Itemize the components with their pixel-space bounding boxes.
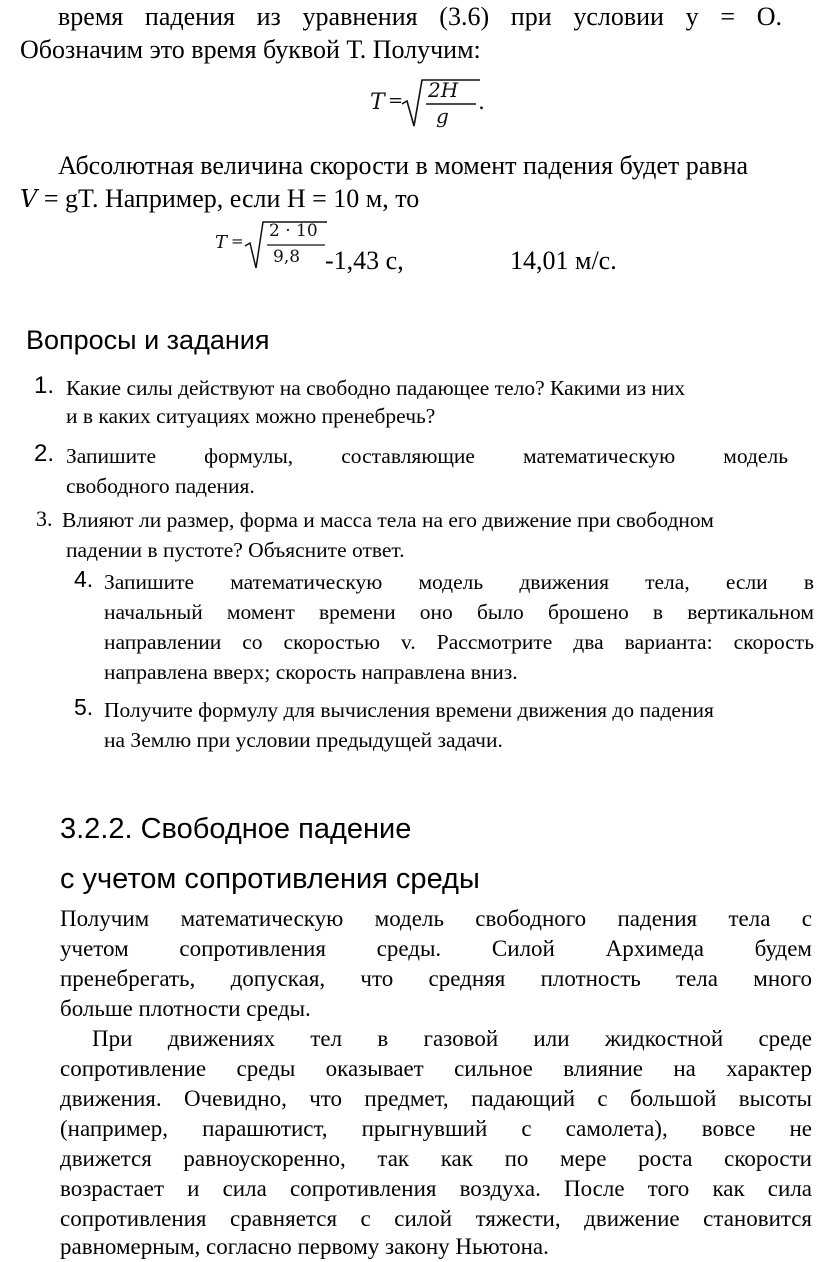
question-line: Получите формулу для вычисления времени движения до падения	[104, 698, 714, 722]
formula-example	[215, 218, 325, 274]
paragraph-line: сопротивление среды оказывает сильное влияние на характер	[60, 1056, 812, 1081]
paragraph-line: пренебрегать, допуская, что средняя плотность тела много	[60, 966, 812, 991]
formula-time-eq: =	[388, 90, 404, 111]
result-velocity: 14,01 м/с.	[510, 246, 617, 275]
velocity-line-1: Абсолютная величина скорости в момент падения будет равна	[58, 151, 749, 180]
formula-example-denominator: 9,8	[273, 247, 301, 267]
question-number: 3.	[36, 506, 53, 531]
question-line: падении в пустоте? Объясните ответ.	[66, 538, 405, 562]
formula-time-numerator: 2H	[428, 78, 459, 102]
section-title-line-1: 3.2.2. Свободное падение	[60, 813, 412, 845]
paragraph-line: учетом сопротивления среды. Силой Архимеда будем	[60, 936, 812, 961]
questions-heading: Вопросы и задания	[26, 325, 270, 355]
paragraph-line: сопротивления сравняется с силой тяжести, движение становится	[60, 1206, 812, 1231]
formula-time-denominator: g	[436, 104, 449, 128]
velocity-line-2: V = gT. Например, если H = 10 м, то	[20, 184, 420, 213]
question-number: 4.	[74, 566, 94, 592]
question-number: 1.	[34, 372, 55, 399]
question-number: 2.	[34, 440, 55, 467]
question-number: 5.	[74, 694, 94, 720]
formula-example-numerator: 2 · 10	[269, 221, 318, 241]
paragraph-line: Получим математическую модель свободного падения тела с	[60, 906, 812, 931]
paragraph-line: возрастает и сила сопротивления воздуха. После того как сила	[60, 1176, 812, 1201]
formula-time-dot: .	[478, 90, 485, 115]
paragraph-line: равномерным, согласно первому закону Ньютона.	[60, 1234, 549, 1259]
question-line: и в каких ситуациях можно пренебречь?	[66, 404, 436, 428]
formula-time-lhs: T	[370, 90, 385, 115]
formula-example-eq: =	[231, 232, 244, 250]
result-time: -1,43 с,	[325, 246, 404, 275]
paragraph-line: больше плотности среды.	[60, 996, 311, 1021]
intro-line-2: Обозначим это время буквой Т. Получим:	[20, 35, 481, 64]
question-line: Запишите математическую модель движения тела, если в	[104, 570, 814, 594]
question-line: Какие силы действуют на свободно падающее тело? Какими из них	[66, 376, 686, 400]
question-line: Влияют ли размер, форма и масса тела на его движение при свободном	[62, 508, 714, 532]
formula-example-lhs: T	[215, 232, 228, 253]
question-line: начальный момент времени оно было брошено в вертикальном	[104, 600, 814, 624]
paragraph-line: движения. Очевидно, что предмет, падающий с большой высоты	[60, 1086, 812, 1111]
question-line: направлена вверх; скорость направлена вниз.	[104, 660, 518, 684]
question-line: направлении со скоростью v. Рассмотрите два варианта: скорость	[104, 630, 814, 654]
paragraph-line: движется равноускоренно, так как по мере роста скорости	[60, 1146, 812, 1171]
question-line: на Землю при условии предыдущей задачи.	[104, 728, 503, 752]
intro-line-1: время падения из уравнения (3.6) при условии y = O.	[58, 2, 782, 31]
formula-time	[370, 74, 490, 130]
paragraph-line: При движениях тел в газовой или жидкостной среде	[92, 1026, 812, 1051]
question-line: свободного падения.	[66, 474, 255, 498]
paragraph-line: (например, парашютист, прыгнувший с самолета), вовсе не	[60, 1116, 812, 1141]
velocity-symbol: V	[20, 185, 38, 213]
question-line: Запишите формулы, составляющие математическую модель	[66, 444, 788, 468]
section-title-line-2: с учетом сопротивления среды	[60, 863, 480, 895]
